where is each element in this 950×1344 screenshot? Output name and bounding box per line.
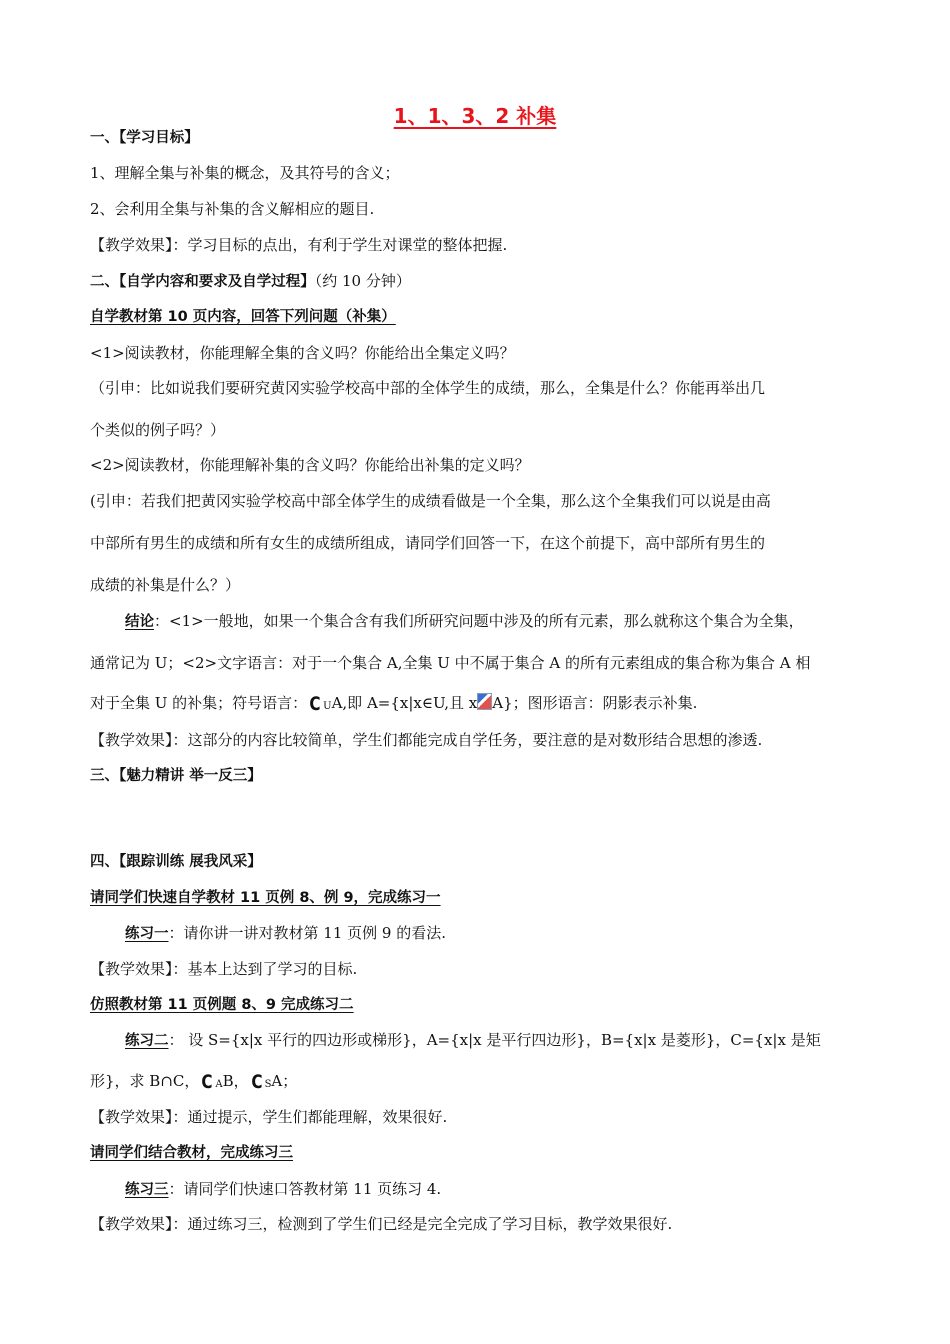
exercise-2-text-1: ： 设 S={x|x 平行的四边形或梯形}，A={x|x 是平行四边形}，B={x|x 是菱形}，C={x|x 是矩	[168, 1031, 821, 1049]
question-2: <2>阅读教材，你能理解补集的含义吗？你能给出补集的定义吗？	[90, 456, 530, 474]
effect-text: ：通过练习三，检测到了学生们已经是完全完成了学习目标，教学效果很好.	[172, 1215, 673, 1233]
effect-note-2	[90, 730, 762, 750]
effect-label: 【教学效果】	[90, 960, 173, 978]
conclusion-line-2: 通常记为 U；<2>文字语言：对于一个集合 A,全集 U 中不属于集合 A 的所有元素组成的集合称为集合 A 相	[90, 654, 811, 672]
exercise-1	[125, 923, 446, 944]
question-1-note-line-2: 个类似的例子吗？）	[90, 421, 226, 439]
effect-text: ：学习目标的点出，有利于学生对课堂的整体把握.	[172, 236, 508, 254]
effect-text: ：这部分的内容比较简单，学生们都能完成自学任务，要注意的是对数形结合思想的渗透.	[172, 731, 763, 749]
effect-note-3	[90, 959, 357, 979]
practice-task-2: 仿照教材第 11 页例题 8、9 完成练习二	[90, 997, 354, 1013]
section-4-heading: 四、【跟踪训练 展我风采】	[90, 854, 262, 870]
exercise-2-line-1	[125, 1030, 821, 1051]
section-2-time-note: （约 10 分钟）	[314, 272, 411, 290]
complement-symbol: C	[309, 693, 321, 715]
effect-label: 【教学效果】	[90, 1215, 173, 1233]
exercise-3	[125, 1179, 441, 1200]
self-study-task: 自学教材第 10 页内容，回答下列问题（补集）	[90, 309, 396, 325]
complement-subscript-u: U	[323, 701, 332, 712]
conclusion-text-3b: A,即 A={x|x∈U,且 x	[331, 694, 478, 712]
complement-symbol: C	[251, 1071, 263, 1093]
effect-note-5	[90, 1214, 672, 1234]
effect-text: ：通过提示，学生们都能理解，效果很好.	[172, 1108, 448, 1126]
exercise-3-label: 练习三	[125, 1182, 169, 1198]
practice-task-3: 请同学们结合教材，完成练习三	[90, 1145, 293, 1161]
practice-task-1: 请同学们快速自学教材 11 页例 8、例 9，完成练习一	[90, 890, 441, 906]
conclusion-label: 结论	[125, 614, 154, 630]
effect-note-4	[90, 1107, 447, 1127]
question-2-note-line-2: 中部所有男生的成绩和所有女生的成绩所组成，请同学们回答一下，在这个前提下，高中部所有男生的	[90, 534, 766, 552]
exercise-2-text-2a: 形}，求 B∩C，	[90, 1072, 200, 1090]
section-3-heading: 三、【魅力精讲 举一反三】	[90, 768, 262, 784]
effect-label: 【教学效果】	[90, 236, 173, 254]
section-1-heading: 一、【学习目标】	[90, 130, 199, 146]
question-1-note-line-1: （引申：比如说我们要研究黄冈实验学校高中部的全体学生的成绩，那么，全集是什么？你能再举出几	[90, 379, 766, 397]
conclusion-line-3	[90, 693, 697, 717]
exercise-3-text: ：请同学们快速口答教材第 11 页练习 4.	[168, 1180, 442, 1198]
not-in-symbol-icon	[477, 693, 492, 710]
exercise-1-label: 练习一	[125, 926, 169, 942]
document-title: 1、1、3、2 补集	[393, 104, 557, 128]
exercise-2-text-2c: A；	[271, 1072, 298, 1090]
question-1: <1>阅读教材，你能理解全集的含义吗？你能给出全集定义吗？	[90, 344, 515, 362]
effect-text: ：基本上达到了学习的目标.	[172, 960, 358, 978]
conclusion-line-1	[125, 611, 804, 632]
goal-item-2: 2、会利用全集与补集的含义解相应的题目.	[90, 200, 375, 218]
effect-label: 【教学效果】	[90, 1108, 173, 1126]
goal-item-1: 1、理解全集与补集的概念，及其符号的含义；	[90, 164, 400, 182]
conclusion-text-1: ：<1>一般地，如果一个集合含有我们所研究问题中涉及的所有元素，那么就称这个集合为全集，	[154, 612, 804, 630]
question-2-note-line-3: 成绩的补集是什么？）	[90, 576, 241, 594]
question-2-note-line-1: (引申：若我们把黄冈实验学校高中部全体学生的成绩看做是一个全集，那么这个全集我们可以说是由高	[90, 492, 771, 510]
exercise-1-text: ：请你讲一讲对教材第 11 页例 9 的看法.	[168, 924, 446, 942]
section-2-heading	[90, 271, 411, 292]
effect-note-1	[90, 235, 507, 255]
complement-subscript-a: A	[215, 1079, 223, 1090]
exercise-2-label: 练习二	[125, 1033, 169, 1049]
effect-label: 【教学效果】	[90, 731, 173, 749]
conclusion-text-3a: 对于全集 U 的补集；符号语言：	[90, 694, 308, 712]
complement-symbol: C	[201, 1071, 213, 1093]
section-2-title: 二、【自学内容和要求及自学过程】	[90, 274, 315, 290]
exercise-2-line-2	[90, 1071, 297, 1095]
complement-subscript-s: S	[264, 1079, 272, 1090]
exercise-2-text-2b: B，	[222, 1072, 249, 1090]
conclusion-text-3c: A}；图形语言：阴影表示补集.	[492, 694, 698, 712]
